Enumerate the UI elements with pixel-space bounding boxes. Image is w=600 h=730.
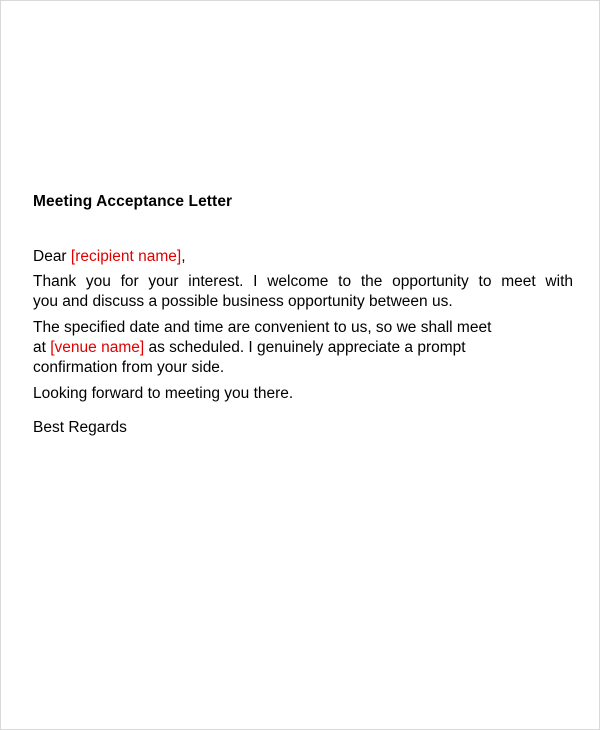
salutation-prefix: Dear <box>33 248 71 265</box>
paragraph-interest-line-1: Thank you for your interest. I welcome to the opportunity to meet with <box>33 273 573 290</box>
paragraph-looking-forward: Looking forward to meeting you there. <box>33 385 294 402</box>
letter-body <box>33 247 573 438</box>
paragraph-interest-line-2: you and discuss a possible business opportunity between us. <box>33 293 453 310</box>
paragraph-schedule-line-1: The specified date and time are convenient to us, so we shall meet <box>33 319 492 336</box>
venue-name-placeholder: [venue name] <box>50 339 145 356</box>
recipient-name-placeholder: [recipient name] <box>70 248 182 265</box>
paragraph-schedule <box>33 318 573 378</box>
salutation-suffix: , <box>181 248 186 265</box>
paragraph-interest <box>33 272 573 312</box>
paragraph-schedule-line-2 <box>33 338 573 358</box>
venue-suffix: as scheduled. I genuinely appreciate a prompt <box>144 339 466 356</box>
letter-title: Meeting Acceptance Letter <box>33 193 233 210</box>
paragraph-schedule-line-3: confirmation from your side. <box>33 359 225 376</box>
closing: Best Regards <box>33 419 127 436</box>
salutation <box>33 247 573 267</box>
venue-prefix: at <box>33 339 51 356</box>
